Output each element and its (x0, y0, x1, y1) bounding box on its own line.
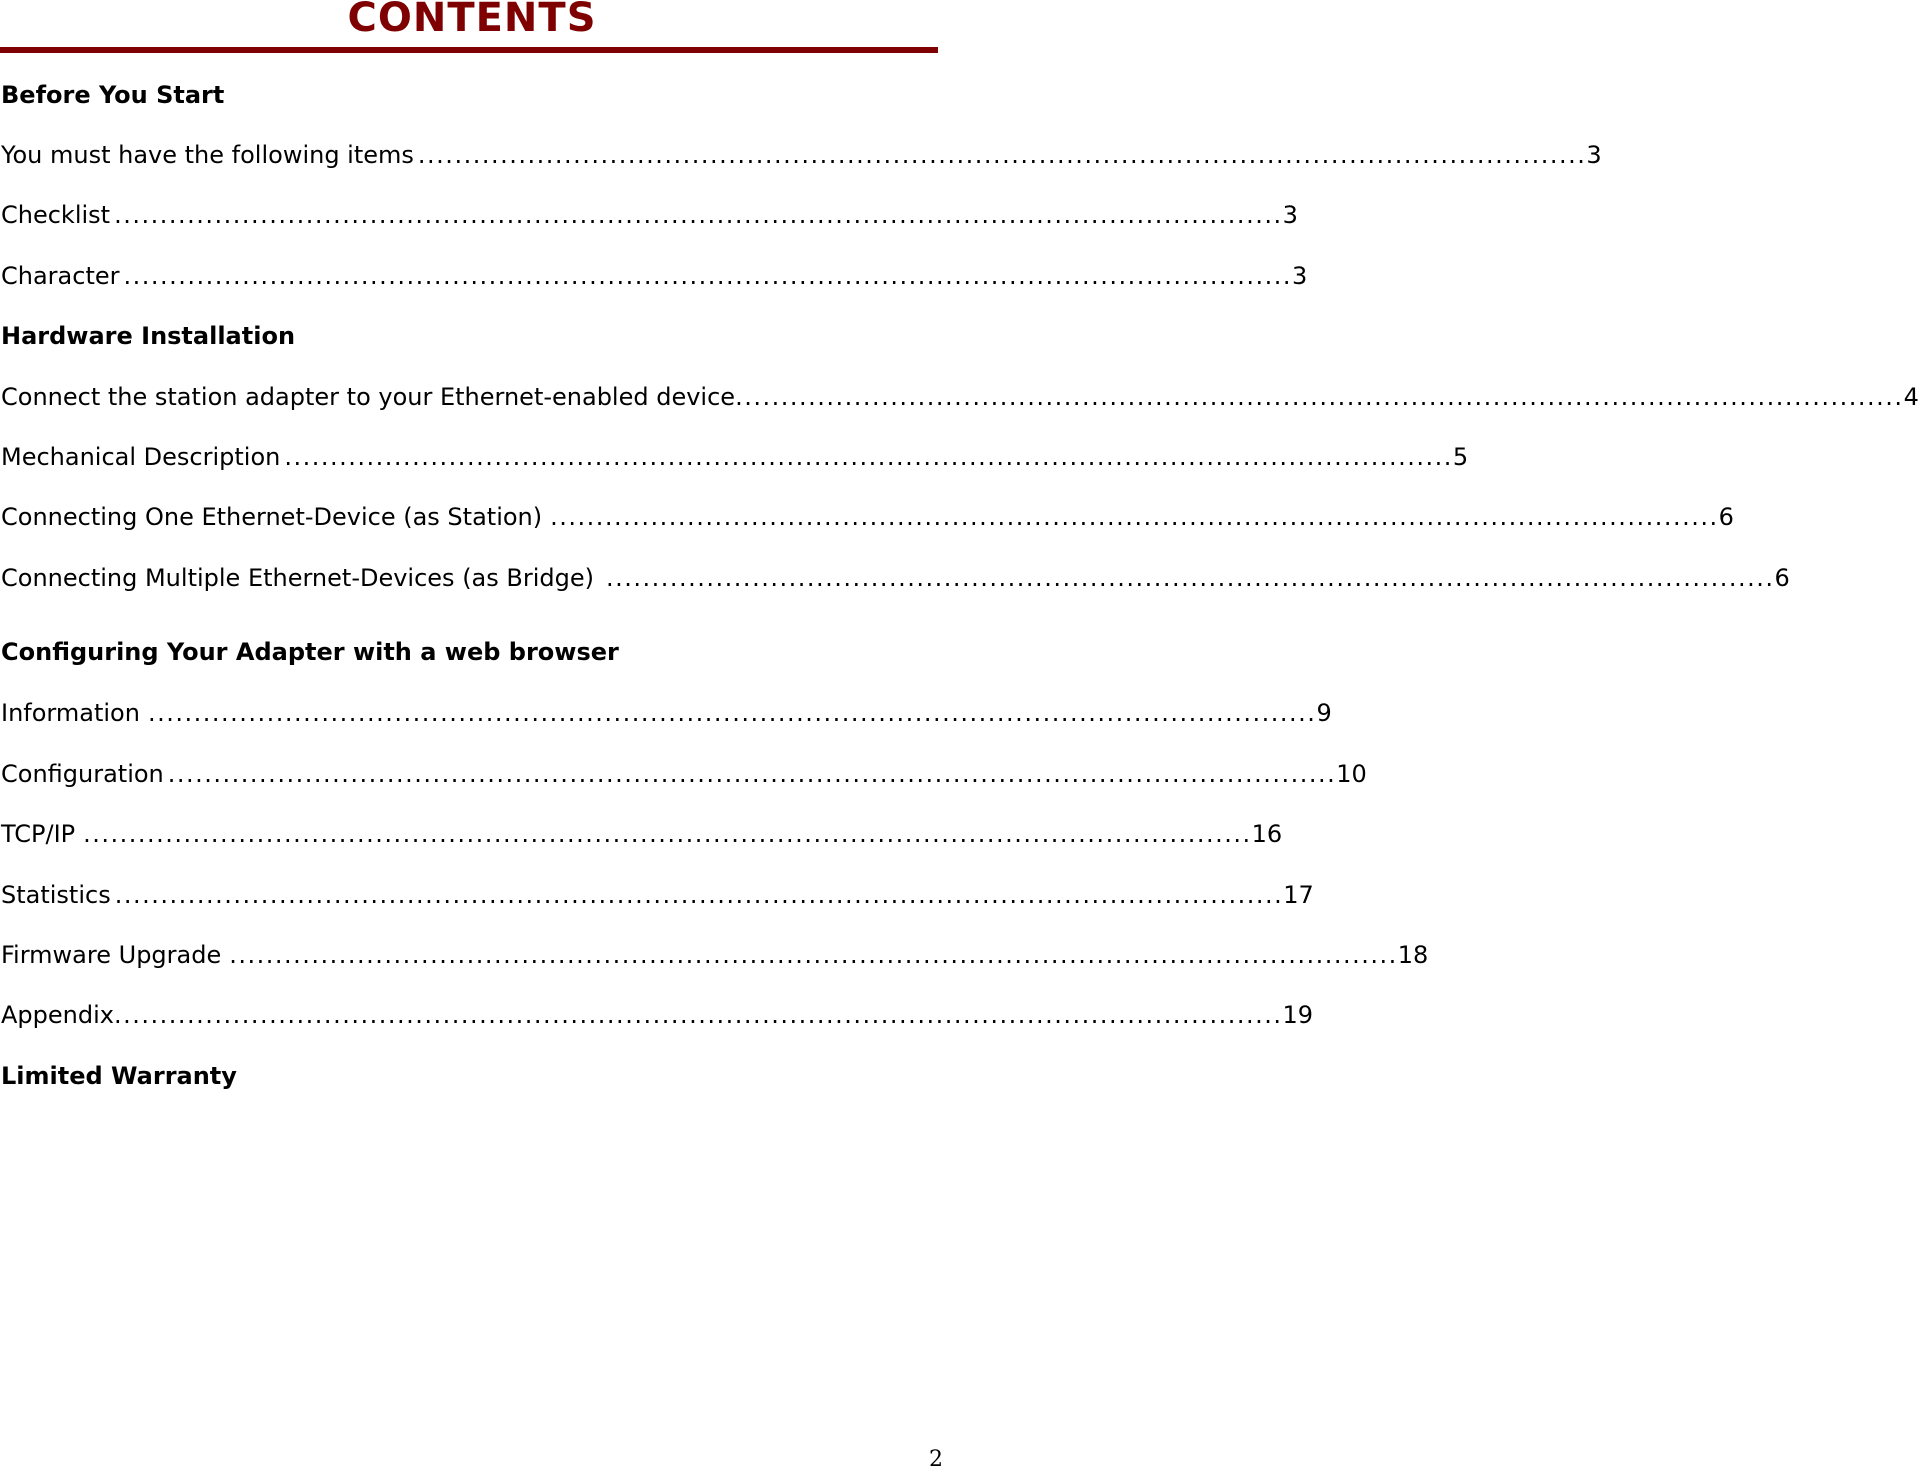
toc-entry[interactable] (1, 140, 1602, 170)
toc-entry-page: 5 (1452, 443, 1469, 471)
toc-entry-label: You must have the following items (1, 141, 414, 169)
toc-entry-label: Connecting Multiple Ethernet-Devices (as Bridge) (1, 564, 594, 592)
toc-entry-label: Statistics (1, 881, 111, 909)
toc-entry-label: Information (1, 699, 140, 727)
toc-entry-label: TCP/IP (1, 820, 76, 848)
toc-dot-leader: ................................................................................................................................ (147, 699, 1317, 727)
toc-entry-label: Appendix (1, 1001, 114, 1029)
toc-entry[interactable] (1, 698, 1332, 728)
toc-dot-leader: ................................................................................................................................ (550, 503, 1719, 531)
toc-entry-label: Firmware Upgrade (1, 941, 222, 969)
toc-entry[interactable] (1, 200, 1298, 230)
section-heading: Hardware Installation (1, 322, 296, 350)
toc-entry-label: Checklist (1, 201, 111, 229)
toc-entry-page: 19 (1282, 1001, 1314, 1029)
toc-dot-leader: ................................................................................................................................ (606, 564, 1775, 592)
toc-dot-leader: ................................................................................................................................ (229, 941, 1398, 969)
toc-entry-label: Connect the station adapter to your Ethernet-enabled device (1, 383, 736, 411)
toc-dot-leader: ................................................................................................................................ (114, 201, 1283, 229)
toc-entry[interactable] (1, 759, 1367, 789)
toc-entry-page: 3 (1292, 262, 1308, 290)
toc-dot-leader: ................................................................................................................................ (114, 881, 1284, 909)
toc-entry-page: 6 (1774, 564, 1790, 592)
toc-entry[interactable] (1, 563, 1790, 593)
toc-dot-leader: ................................................................................................................................ (167, 760, 1337, 788)
toc-entry-label: Connecting One Ethernet-Device (as Station) (1, 503, 543, 531)
title-underline-rule (0, 47, 938, 53)
toc-entry[interactable] (1, 382, 1919, 412)
toc-entry[interactable] (1, 261, 1308, 291)
toc-entry-page: 3 (1586, 141, 1602, 169)
toc-dot-leader: ................................................................................................................................ (735, 383, 1904, 411)
toc-dot-leader: ................................................................................................................................ (113, 1001, 1283, 1029)
toc-entry-page: 10 (1336, 760, 1367, 788)
toc-entry-label: Configuration (1, 760, 164, 788)
toc-entry[interactable] (1, 1000, 1314, 1030)
toc-entry-page: 4 (1903, 383, 1919, 411)
toc-dot-leader: ................................................................................................................................ (83, 820, 1252, 848)
page-number: 2 (929, 1447, 943, 1472)
toc-dot-leader: ................................................................................................................................ (284, 443, 1453, 471)
toc-entry-page: 18 (1397, 941, 1429, 969)
section-heading: Before You Start (1, 81, 225, 109)
toc-entry-page: 6 (1718, 503, 1734, 531)
toc-dot-leader: ................................................................................................................................ (123, 262, 1292, 290)
toc-entry-label: Mechanical Description (1, 443, 281, 471)
toc-entry-page: 16 (1251, 820, 1283, 848)
toc-dot-leader: ................................................................................................................................ (417, 141, 1587, 169)
section-heading: Configuring Your Adapter with a web browser (1, 638, 619, 666)
toc-entry[interactable] (1, 880, 1314, 910)
toc-entry[interactable] (1, 442, 1469, 472)
toc-entry-page: 9 (1316, 699, 1332, 727)
section-heading: Limited Warranty (1, 1062, 237, 1090)
page-title: CONTENTS (347, 0, 597, 41)
toc-entry[interactable] (1, 940, 1429, 970)
toc-entry[interactable] (1, 502, 1734, 532)
toc-entry-page: 3 (1282, 201, 1298, 229)
toc-entry-label: Character (1, 262, 120, 290)
toc-entry[interactable] (1, 819, 1283, 849)
toc-entry-page: 17 (1283, 881, 1314, 909)
